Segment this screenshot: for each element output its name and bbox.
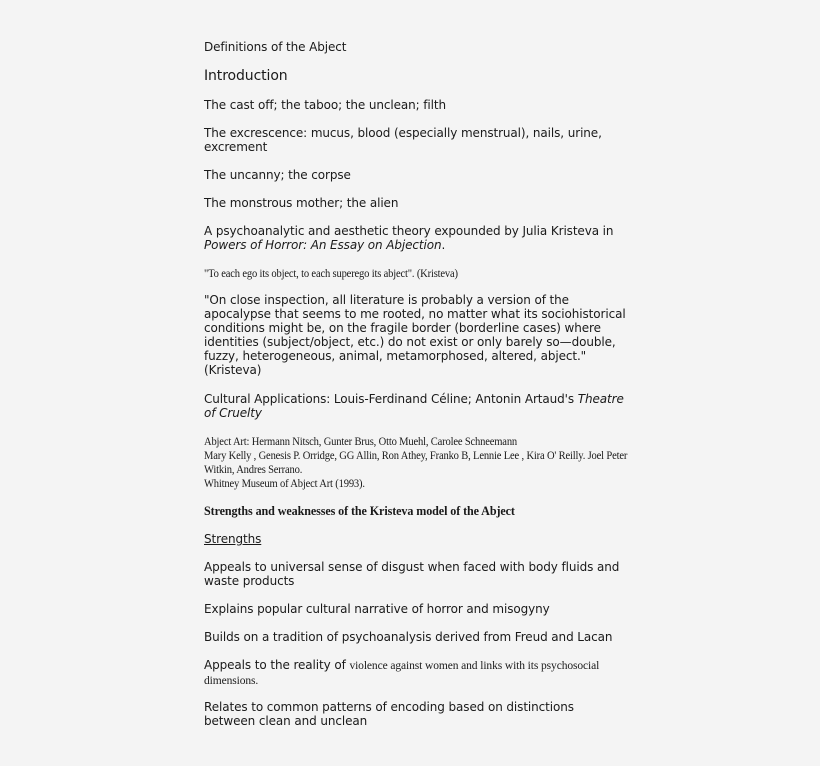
theatre-title: Theatre of Cruelty: [204, 392, 624, 420]
definition-item: The monstrous mother; the alien: [204, 196, 399, 210]
abject-art: [204, 434, 635, 490]
abject-art-line2: Mary Kelly , Genesis P. Orridge, GG Allin, Ron Athey, Franko B, Lennie Lee , Kira O' Reilly. Joel Peter Witkin, Andres Serrano.: [204, 448, 628, 476]
theory-paragraph: [204, 224, 624, 252]
strength-serif: violence against women and links with its psychosocial dimensions.: [204, 660, 600, 687]
definition-item: The cast off; the taboo; the unclean; filth: [204, 98, 446, 112]
strength-sans: Appeals to the reality of: [204, 658, 350, 672]
strength-item: Explains popular cultural narrative of horror and misogyny: [204, 602, 550, 616]
abject-art-line3: Whitney Museum of Abject Art (1993).: [204, 476, 365, 490]
section-heading: Strengths and weaknesses of the Kristeva model of the Abject: [204, 503, 515, 518]
book-title: Powers of Horror: An Essay on Abjection: [204, 238, 442, 252]
quote-literature: "On close inspection, all literature is probably a version of the apocalypse that seems to me rooted, no matter what its sociohistorical conditions might be, on the fragile border (borderline cases) where identities (subject/object, etc.) do not exist or only barely so—double, fuzzy, heterogeneous, animal, metamorphosed, altered, abject." (Kristeva): [204, 293, 626, 377]
quote-ego: "To each ego its object, to each superego its abject". (Kristeva): [204, 266, 458, 280]
definition-item: The excrescence: mucus, blood (especially menstrual), nails, urine, excrement: [204, 126, 602, 154]
cultural-applications: [204, 392, 624, 420]
strength-item: [204, 658, 634, 688]
strengths-label: Strengths: [204, 532, 262, 546]
definition-item: The uncanny; the corpse: [204, 168, 351, 182]
theory-text: A psychoanalytic and aesthetic theory expounded by Julia Kristeva in: [204, 224, 614, 238]
abject-art-line1: Abject Art: Hermann Nitsch, Gunter Brus, Otto Muehl, Carolee Schneemann: [204, 434, 518, 448]
cultural-text: Cultural Applications: Louis-Ferdinand Céline; Antonin Artaud's: [204, 392, 578, 406]
document-title: Definitions of the Abject: [204, 40, 347, 54]
theory-end: .: [441, 238, 446, 252]
intro-heading: Introduction: [204, 68, 288, 84]
strength-item: Appeals to universal sense of disgust when faced with body fluids and waste products: [204, 560, 620, 588]
strength-item: Builds on a tradition of psychoanalysis derived from Freud and Lacan: [204, 630, 613, 644]
strength-item: Relates to common patterns of encoding based on distinctions between clean and unclean: [204, 700, 574, 728]
